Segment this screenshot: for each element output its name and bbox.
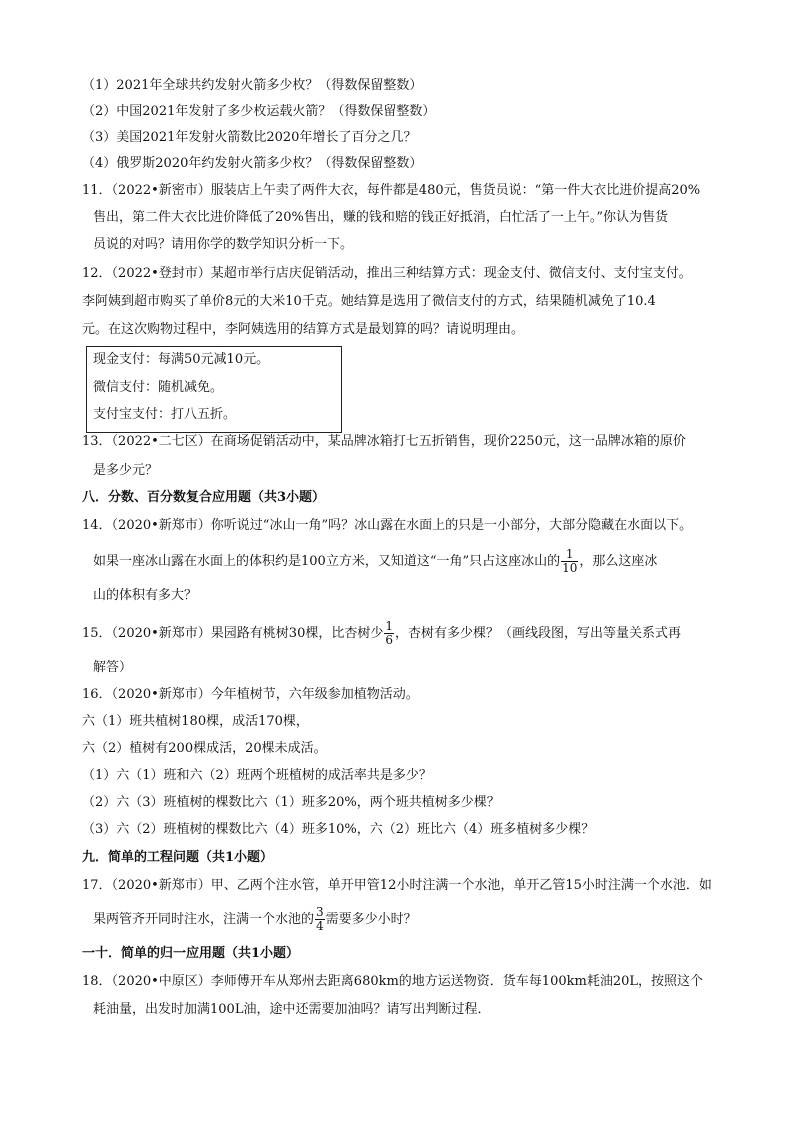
payment-option-cash: 现金支付：每满50元减10元。	[93, 352, 270, 367]
question-12-line-3: 元。在这次购物过程中，李阿姨选用的结算方式是最划算的吗？请说明理由。	[82, 322, 525, 337]
sub-question-2: （2）中国2021年发射了多少枚运载火箭？（得数保留整数）	[82, 104, 436, 119]
section-10-heading: 一十．简单的归一应用题（共1小题）	[82, 946, 300, 961]
question-15-line-2: 解答）	[93, 660, 133, 675]
section-9-heading: 九．简单的工程问题（共1小题）	[82, 850, 274, 865]
fraction-one-sixth	[384, 620, 394, 647]
fraction-one-tenth	[561, 548, 578, 575]
question-11-line-2: 售出，第二件大衣比进价降低了20%售出，赚的钱和赔的钱正好抵消，白忙活了一上午。”你认为售货	[93, 210, 669, 225]
question-16-line-3: 六（2）植树有200棵成活，20棵未成活。	[82, 741, 327, 756]
question-16-sub-2: （2）六（3）班植树的棵数比六（1）班多20%，两个班共植树多少棵？	[82, 795, 500, 810]
question-14-text-after-fraction: ，那么这座冰	[579, 554, 658, 569]
question-16-sub-1: （1）六（1）班和六（2）班两个班植树的成活率共是多少？	[82, 768, 432, 783]
question-15-line-1	[82, 617, 681, 651]
question-15-text-after-fraction: ，杏树有多少棵？（画线段图，写出等量关系式再	[394, 626, 681, 641]
question-11-line-1: 11．（2022•新密市）服装店上午卖了两件大衣，每件都是480元，售货员说：“第一件大衣比进价提高20%	[82, 183, 701, 198]
question-17-line-1: 17．（2020•新郑市）甲、乙两个注水管，单开甲管12小时注满一个水池，单开乙管15小时注满一个水池．如	[82, 878, 712, 893]
question-17-line-2	[93, 903, 417, 937]
fraction-numerator: 1	[561, 548, 578, 562]
question-14-line-2	[93, 545, 657, 579]
sub-question-1: （1）2021年全球共约发射火箭多少枚？（得数保留整数）	[82, 78, 423, 93]
fraction-denominator: 6	[385, 633, 393, 647]
question-17-text-before-fraction: 果两管齐开同时注水，注满一个水池的	[93, 912, 315, 927]
question-16-sub-3: （3）六（2）班植树的棵数比六（4）班多10%，六（2）班比六（4）班多植树多少棵？	[82, 822, 595, 837]
payment-options-box	[86, 346, 342, 433]
question-16-line-1: 16．（2020•新郑市）今年植树节，六年级参加植物活动。	[82, 687, 419, 702]
sub-question-4: （4）俄罗斯2020年约发射火箭多少枚？（得数保留整数）	[82, 156, 423, 171]
question-13-line-1: 13．（2022•二七区）在商场促销活动中，某品牌冰箱打七五折销售，现价2250元，这一品牌冰箱的原价	[82, 434, 686, 449]
question-16-line-2: 六（1）班共植树180棵，成活170棵，	[82, 714, 309, 729]
question-18-line-1: 18．（2020•中原区）李师傅开车从郑州去距离680km的地方运送物资．货车每100km耗油20L，按照这个	[82, 974, 704, 989]
fraction-numerator: 1	[385, 619, 393, 633]
fraction-denominator: 10	[562, 561, 578, 575]
question-17-text-after-fraction: 需要多少小时？	[325, 912, 417, 927]
question-11-line-3: 员说的对吗？请用你学的数学知识分析一下。	[93, 237, 354, 252]
question-12-line-2: 李阿姨到超市购买了单价8元的大米10千克。她结算是选用了微信支付的方式，结果随机减免了10.4	[82, 294, 656, 309]
fraction-numerator: 3	[316, 905, 324, 919]
question-13-line-2: 是多少元？	[93, 463, 159, 478]
question-12-line-1: 12．（2022•登封市）某超市举行店庆促销活动，推出三种结算方式：现金支付、微信支付、支付宝支付。	[82, 266, 692, 281]
payment-option-alipay: 支付宝支付：打八五折。	[93, 407, 237, 422]
payment-option-wechat: 微信支付：随机减免。	[93, 380, 224, 395]
question-14-line-1: 14．（2020•新郑市）你听说过“冰山一角”吗？冰山露在水面上的只是一小部分，大部分隐藏在水面以下。	[82, 518, 693, 533]
fraction-three-quarters	[315, 906, 325, 933]
question-15-text-before-fraction: 15．（2020•新郑市）果园路有桃树30棵，比杏树少	[82, 626, 384, 641]
section-8-heading: 八．分数、百分数复合应用题（共3小题）	[82, 490, 326, 505]
question-18-line-2: 耗油量，出发时加满100L油，途中还需要加油吗？请写出判断过程．	[93, 1002, 491, 1017]
sub-question-3: （3）美国2021年发射火箭数比2020年增长了百分之几？	[82, 130, 417, 145]
fraction-denominator: 4	[316, 919, 324, 933]
question-14-text-before-fraction: 如果一座冰山露在水面上的体积约是100立方米，又知道这“一角”只占这座冰山的	[93, 554, 561, 569]
question-14-line-3: 山的体积有多大？	[93, 588, 198, 603]
